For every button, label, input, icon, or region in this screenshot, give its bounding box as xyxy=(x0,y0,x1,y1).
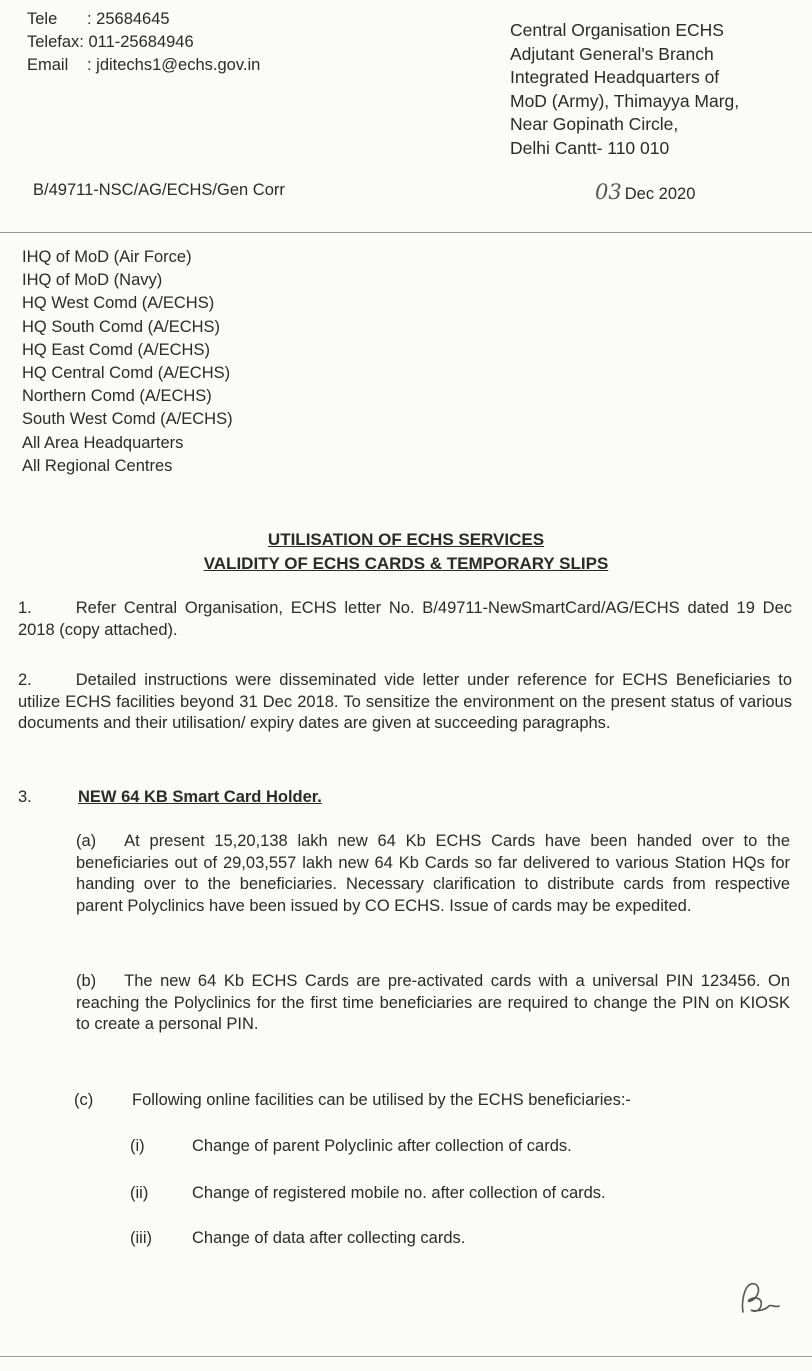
addressee-list xyxy=(22,246,233,478)
subparagraph-text: At present 15,20,138 lakh new 64 Kb ECHS Cards have been handed over to the beneficiaries out of 29,03,557 lakh new 64 Kb Cards so far delivered to various Station HQs for handing over to the beneficiaries. Necessary clarification to distribute cards from respective parent Polyclinics have been issued by CO ECHS. Issue of cards may be expedited. xyxy=(76,832,790,915)
paragraph-1 xyxy=(18,598,792,641)
addressee: IHQ of MoD (Air Force) xyxy=(22,248,192,266)
subject-title-line1: UTILISATION OF ECHS SERVICES xyxy=(267,530,545,549)
addressee: HQ South Comd (A/ECHS) xyxy=(22,317,221,336)
organisation-address xyxy=(510,19,739,160)
list-item-number: (i) xyxy=(130,1137,145,1155)
subparagraph-text: The new 64 Kb ECHS Cards are pre-activated cards with a universal PIN 123456. On reaching the Polyclinics for the first time beneficiaries are required to change the PIN on KIOSK to create a personal PIN. xyxy=(76,972,790,1033)
reference-number: B/49711-NSC/AG/ECHS/Gen Corr xyxy=(33,181,285,199)
list-item-text: Change of data after collecting cards. xyxy=(192,1229,466,1247)
org-line: Adjutant General's Branch xyxy=(510,43,714,64)
scan-fold-line xyxy=(0,232,812,233)
list-item xyxy=(130,1137,572,1156)
addressee: IHQ of MoD (Navy) xyxy=(22,271,163,290)
list-item-number: (ii) xyxy=(130,1184,149,1202)
paragraph-2 xyxy=(18,670,792,735)
contact-block xyxy=(27,8,260,77)
email-label: Email xyxy=(27,56,69,74)
list-item-number: (iii) xyxy=(130,1229,152,1247)
addressee: HQ West Comd (A/ECHS) xyxy=(22,294,215,313)
subject-title-line2: VALIDITY OF ECHS CARDS & TEMPORARY SLIPS xyxy=(203,554,609,573)
paragraph-number: 3. xyxy=(18,788,32,806)
tele-label: Tele xyxy=(27,10,58,28)
paragraph-number: 1. xyxy=(18,599,32,617)
subparagraph-text: Following online facilities can be utilised by the ECHS beneficiaries:- xyxy=(132,1091,631,1109)
org-line: Near Gopinath Circle, xyxy=(510,114,679,134)
subparagraph-label: (b) xyxy=(76,972,97,990)
org-line: Central Organisation ECHS xyxy=(510,20,724,40)
paragraph-number: 2. xyxy=(18,671,32,689)
email-value: : jditechs1@echs.gov.in xyxy=(87,56,261,74)
date-day-handwritten: 03 xyxy=(595,180,622,204)
list-item xyxy=(130,1184,606,1203)
addressee: HQ Central Comd (A/ECHS) xyxy=(22,364,231,383)
list-item-text: Change of registered mobile no. after collection of cards. xyxy=(192,1184,606,1202)
subparagraph-b xyxy=(76,971,790,1036)
list-item xyxy=(130,1229,465,1248)
scan-bottom-edge xyxy=(0,1356,812,1357)
subparagraph-a xyxy=(76,831,790,917)
subparagraph-label: (c) xyxy=(74,1091,94,1109)
org-line: Delhi Cantt- 110 010 xyxy=(510,137,670,158)
letter-date xyxy=(595,180,695,204)
org-line: Integrated Headquarters of xyxy=(510,67,720,87)
org-line: MoD (Army), Thimayya Marg, xyxy=(510,90,740,111)
addressee: HQ East Comd (A/ECHS) xyxy=(22,340,210,359)
handwritten-initials xyxy=(735,1276,783,1320)
addressee: All Regional Centres xyxy=(22,456,173,475)
paragraph-3 xyxy=(18,788,322,807)
paragraph-heading: NEW 64 KB Smart Card Holder. xyxy=(78,788,322,806)
addressee: Northern Comd (A/ECHS) xyxy=(22,387,212,406)
addressee: South West Comd (A/ECHS) xyxy=(22,410,233,429)
list-item-text: Change of parent Polyclinic after collection of cards. xyxy=(192,1137,572,1155)
paragraph-text: Detailed instructions were disseminated vide letter under reference for ECHS Beneficiaries to utilize ECHS facilities beyond 31 Dec 2018. To sensitize the environment on the present status of various documents and their utilisation/ expiry dates are given at succeeding paragraphs. xyxy=(18,671,792,732)
tele-value: : 25684645 xyxy=(87,10,170,28)
date-month-year: Dec 2020 xyxy=(624,185,696,203)
subparagraph-label: (a) xyxy=(76,832,97,850)
telefax: Telefax: 011-25684946 xyxy=(27,33,194,51)
addressee: All Area Headquarters xyxy=(22,433,184,452)
paragraph-text: Refer Central Organisation, ECHS letter No. B/49711-NewSmartCard/AG/ECHS dated 19 Dec 2018 (copy attached). xyxy=(18,599,792,639)
